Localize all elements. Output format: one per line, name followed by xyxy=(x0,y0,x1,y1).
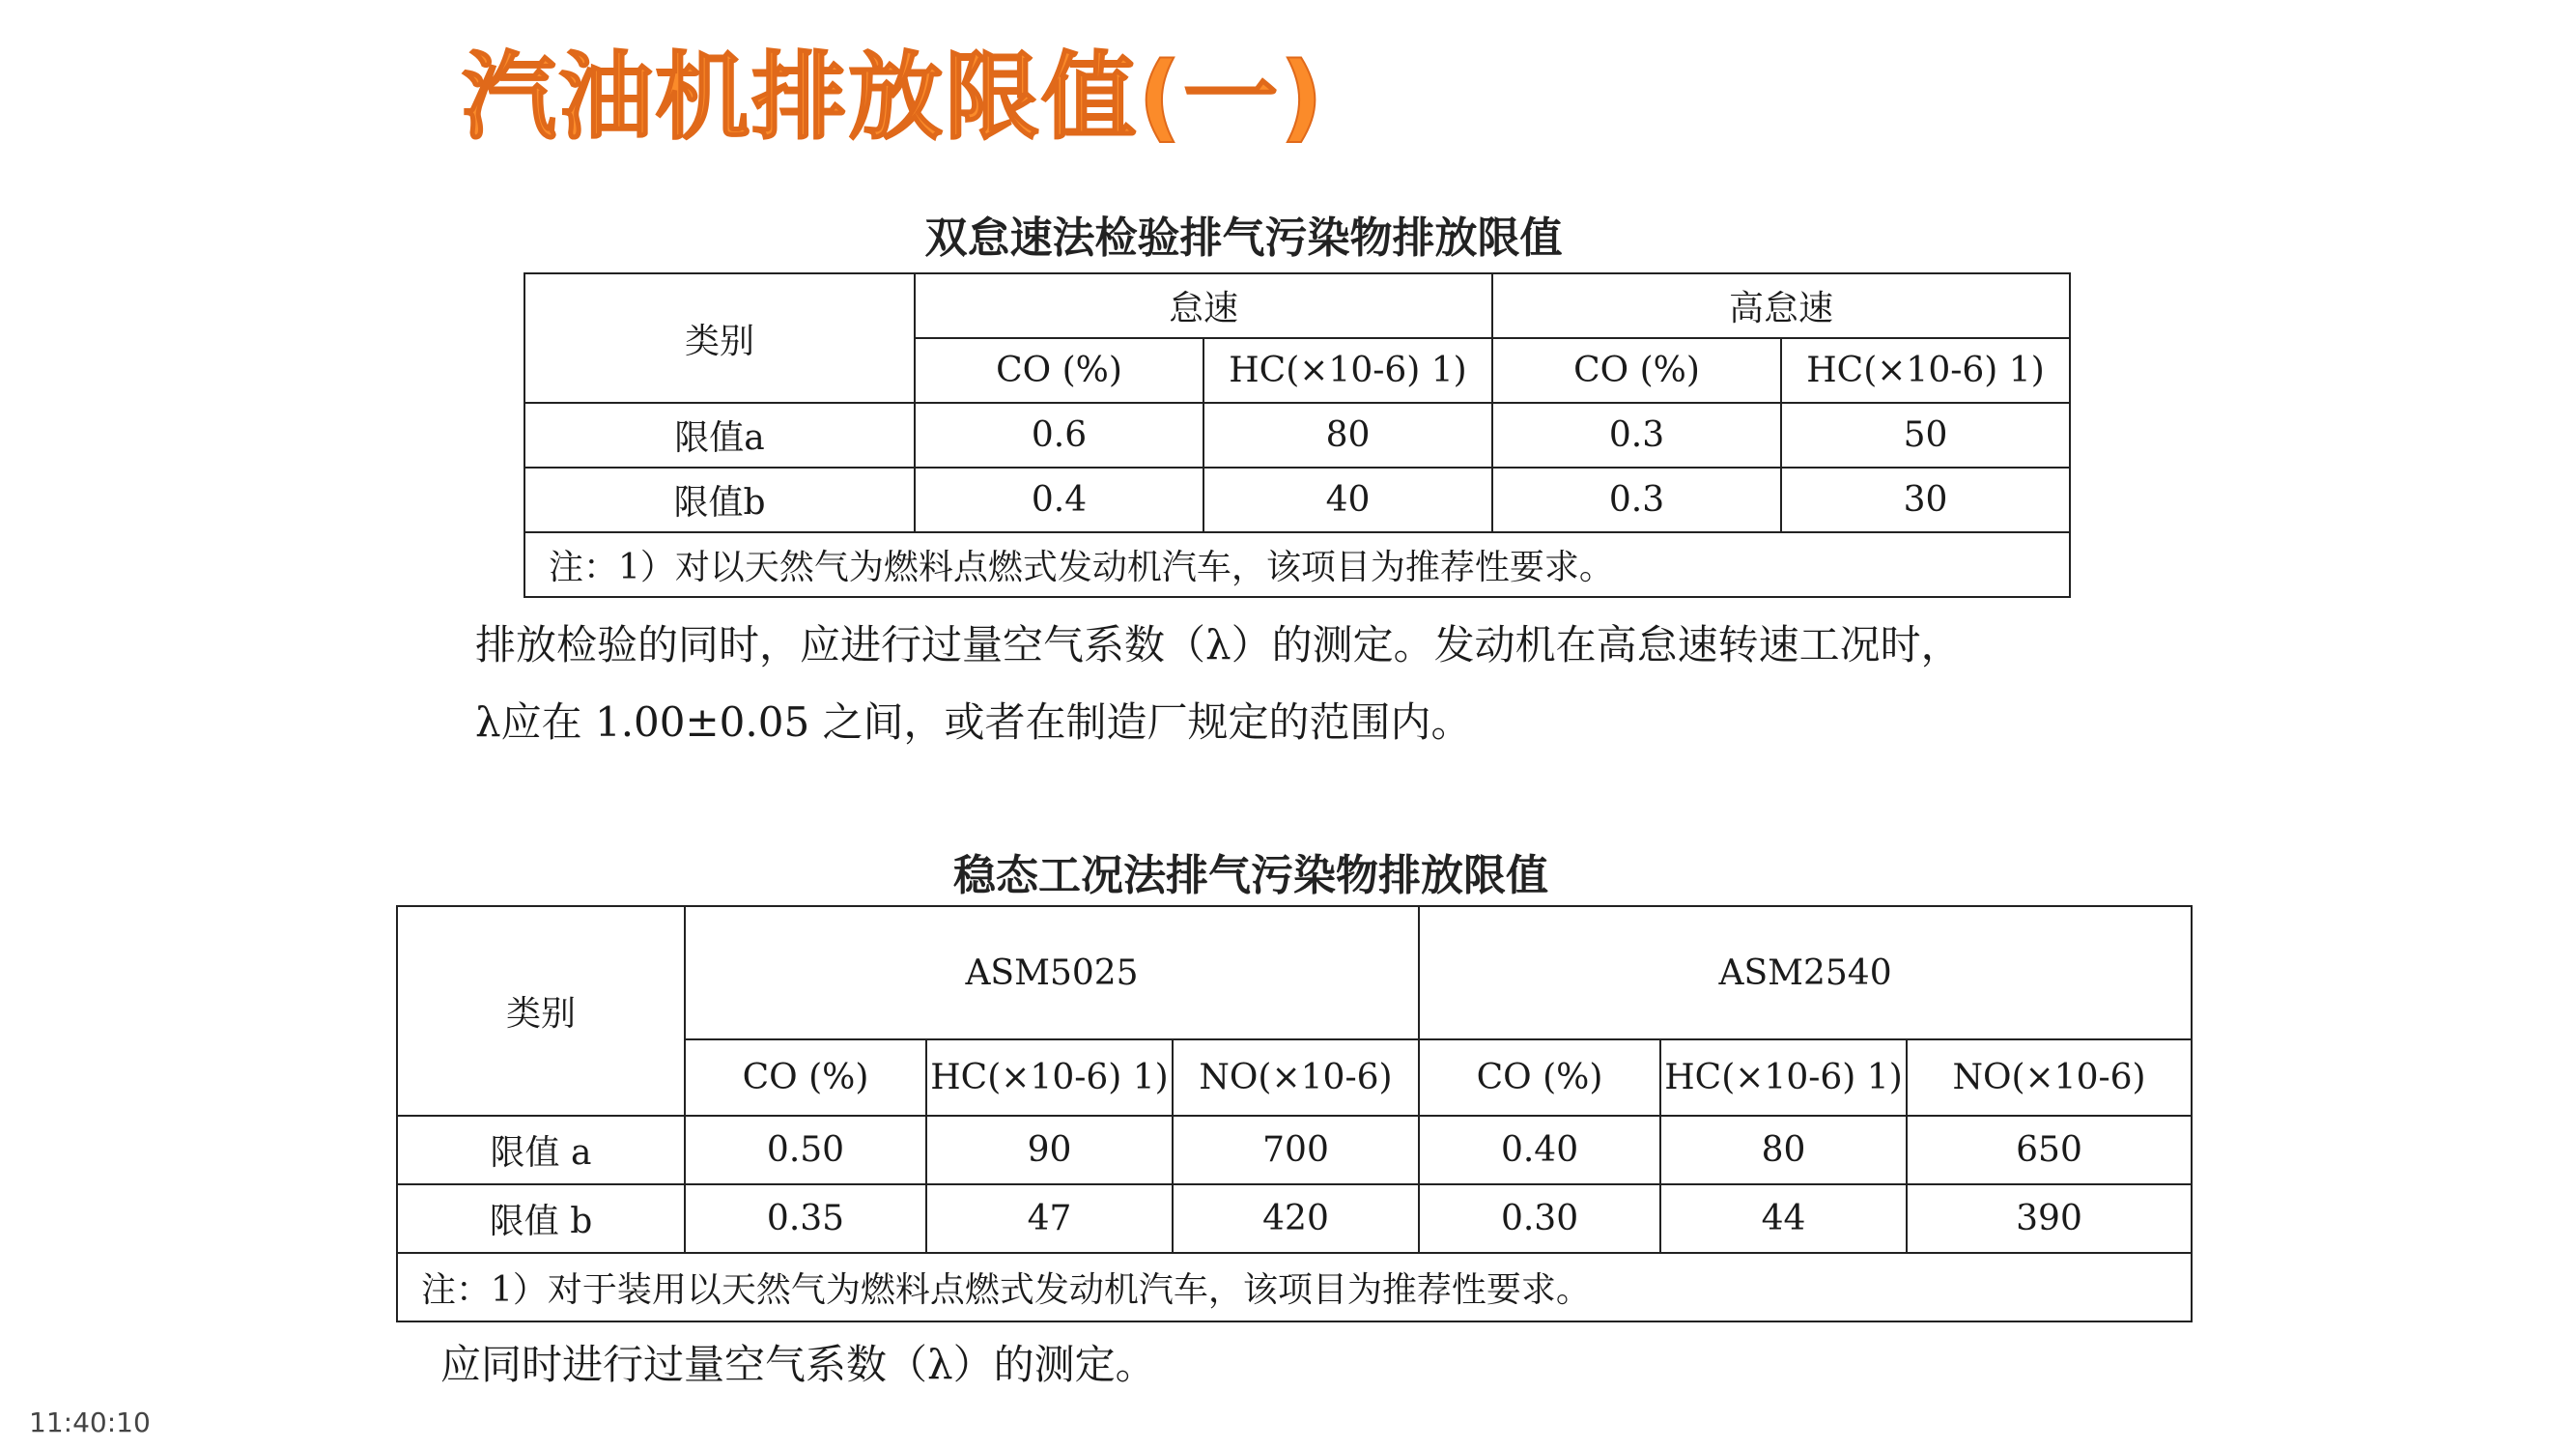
table-cell: 50 xyxy=(1781,403,2070,468)
table-cell: 44 xyxy=(1660,1184,1907,1253)
table-cell: 0.30 xyxy=(1419,1184,1660,1253)
table-cell: 40 xyxy=(1203,468,1492,532)
table-row xyxy=(524,403,2070,468)
group-header-idle: 怠速 xyxy=(915,273,1492,338)
sub-header: CO (%) xyxy=(1492,338,1781,403)
sub-header: CO (%) xyxy=(915,338,1203,403)
table-cell: 30 xyxy=(1781,468,2070,532)
table1-caption: 双怠速法检验排气污染物排放限值 xyxy=(924,213,1563,263)
steady-state-limits-table xyxy=(396,905,2193,1322)
slide-title: 汽油机排放限值(一) xyxy=(462,43,1325,153)
category-header: 类别 xyxy=(524,273,915,403)
sub-header: CO (%) xyxy=(1419,1039,1660,1116)
table-note: 注：1）对以天然气为燃料点燃式发动机汽车，该项目为推荐性要求。 xyxy=(524,532,2070,597)
table-row xyxy=(397,1184,2192,1253)
paragraph-line: 应同时进行过量空气系数（λ）的测定。 xyxy=(440,1341,1156,1388)
table-cell: 0.6 xyxy=(915,403,1203,468)
sub-header: HC(×10-6) 1) xyxy=(1781,338,2070,403)
table-cell: 0.40 xyxy=(1419,1116,1660,1184)
table-cell: 650 xyxy=(1907,1116,2192,1184)
row-label: 限值 a xyxy=(397,1116,685,1184)
row-label: 限值 b xyxy=(397,1184,685,1253)
table-note: 注：1）对于装用以天然气为燃料点燃式发动机汽车，该项目为推荐性要求。 xyxy=(397,1253,2192,1321)
table-cell: 0.3 xyxy=(1492,403,1781,468)
sub-header: CO (%) xyxy=(685,1039,926,1116)
paragraph-line: 排放检验的同时，应进行过量空气系数（λ）的测定。发动机在高怠速转速工况时， xyxy=(475,621,1962,668)
sub-header: HC(×10-6) 1) xyxy=(1203,338,1492,403)
table-row xyxy=(524,468,2070,532)
sub-header: NO(×10-6) xyxy=(1173,1039,1419,1116)
table-cell: 0.4 xyxy=(915,468,1203,532)
row-label: 限值a xyxy=(524,403,915,468)
table-cell: 90 xyxy=(926,1116,1173,1184)
table-cell: 390 xyxy=(1907,1184,2192,1253)
row-label: 限值b xyxy=(524,468,915,532)
table-row xyxy=(397,1116,2192,1184)
table-cell: 47 xyxy=(926,1184,1173,1253)
paragraph-line: λ应在 1.00±0.05 之间，或者在制造厂规定的范围内。 xyxy=(475,698,1472,746)
table-cell: 700 xyxy=(1173,1116,1419,1184)
table2-caption: 稳态工况法排气污染物排放限值 xyxy=(953,851,1548,900)
table-cell: 0.3 xyxy=(1492,468,1781,532)
table-cell: 0.35 xyxy=(685,1184,926,1253)
sub-header: HC(×10-6) 1) xyxy=(1660,1039,1907,1116)
table-cell: 80 xyxy=(1203,403,1492,468)
group-header-high-idle: 高怠速 xyxy=(1492,273,2070,338)
double-idle-limits-table xyxy=(524,272,2071,598)
group-header-asm2540: ASM2540 xyxy=(1419,906,2192,1039)
sub-header: NO(×10-6) xyxy=(1907,1039,2192,1116)
group-header-asm5025: ASM5025 xyxy=(685,906,1419,1039)
table-cell: 80 xyxy=(1660,1116,1907,1184)
timestamp: 11:40:10 xyxy=(29,1406,151,1438)
table-cell: 0.50 xyxy=(685,1116,926,1184)
category-header: 类别 xyxy=(397,906,685,1116)
sub-header: HC(×10-6) 1) xyxy=(926,1039,1173,1116)
table-cell: 420 xyxy=(1173,1184,1419,1253)
